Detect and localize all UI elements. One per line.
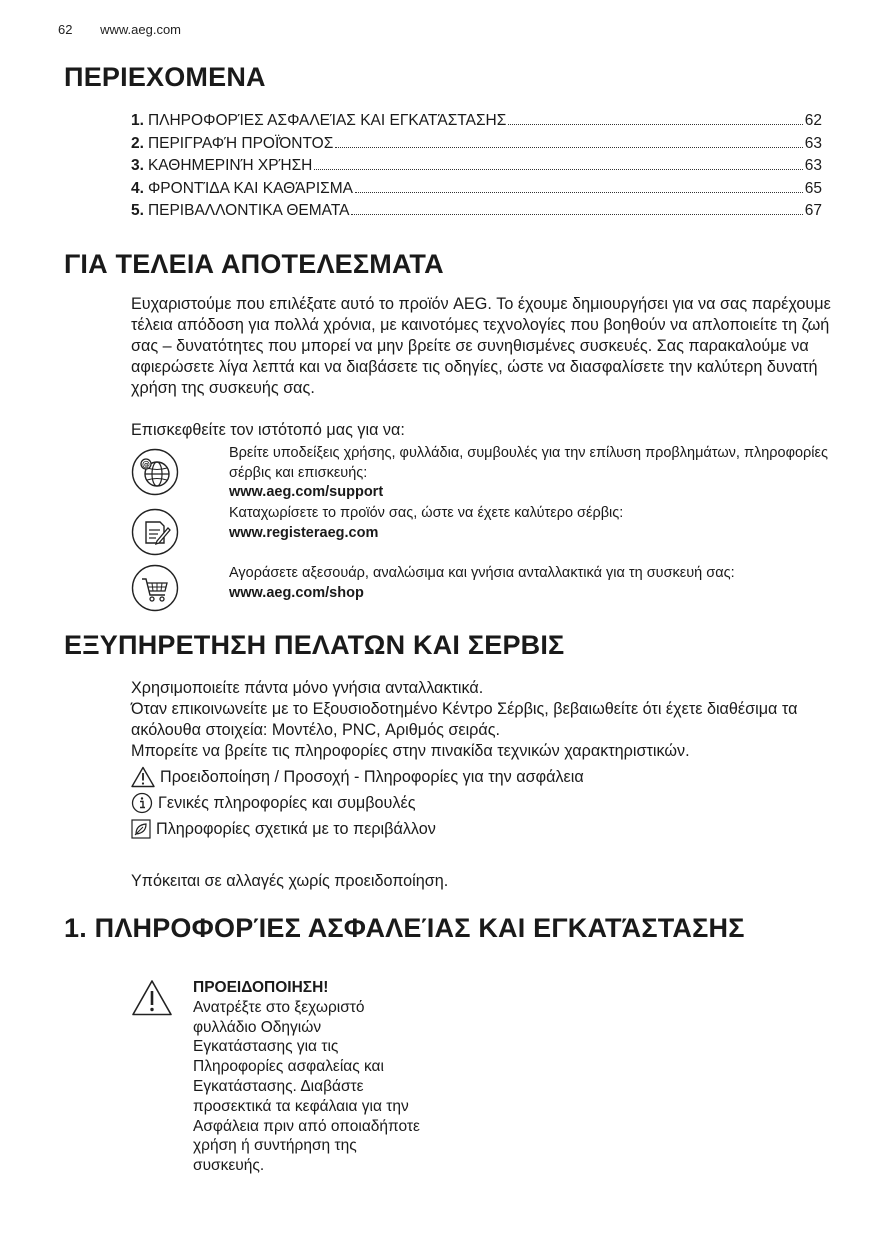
page-header <box>58 22 181 37</box>
info-icon <box>131 792 153 814</box>
warning-text-block <box>193 978 423 1176</box>
toc-item-label: ΦΡΟΝΤΊΔΑ ΚΑΙ ΚΑΘΆΡΙΣΜΑ <box>147 179 353 197</box>
legend-info <box>131 792 416 814</box>
toc-item-label: ΚΑΘΗΜΕΡΙΝΉ ΧΡΉΣΗ <box>147 157 313 174</box>
support-description: Βρείτε υποδείξεις χρήσης, φυλλάδια, συμβουλές για την επίλυση προβλημάτων, πληροφορίες σέρβις και επισκευής: <box>229 445 828 481</box>
toc-item-number: 5. <box>131 202 144 219</box>
legend-warning-text: Προειδοποίηση / Προσοχή - Πληροφορίες για την ασφάλεια <box>160 767 584 786</box>
legend-info-text: Γενικές πληροφορίες και συμβουλές <box>158 793 416 812</box>
toc-item-page: 63 <box>804 134 822 152</box>
warning-triangle-icon <box>131 979 173 1017</box>
toc-item-label: ΠΕΡΙΒΑΛΛΟΝΤΙΚΑ ΘΕΜΑΤΑ <box>147 202 350 219</box>
toc-dot-leader <box>355 192 803 193</box>
support-link-text <box>229 444 829 503</box>
toc-dot-leader <box>508 124 802 125</box>
toc-item-label: ΠΕΡΙΓΡΑΦΉ ΠΡΟΪΌΝΤΟΣ <box>147 134 334 152</box>
perfect-results-title: ΓΙΑ ΤΕΛΕΙΑ ΑΠΟΤΕΛΕΣΜΑΤΑ <box>64 249 444 279</box>
toc-item-page: 62 <box>804 112 822 129</box>
toc-item[interactable] <box>131 180 822 203</box>
legend-environment-text: Πληροφορίες σχετικά με το περιβάλλον <box>156 819 436 838</box>
table-of-contents <box>131 112 822 225</box>
register-description: Καταχωρίσετε το προϊόν σας, ώστε να έχετε καλύτερο σέρβις: <box>229 505 624 521</box>
register-link-text <box>229 504 829 543</box>
register-url[interactable]: www.registeraeg.com <box>229 524 379 541</box>
toc-item-number: 2. <box>131 134 144 152</box>
svg-text:@: @ <box>142 460 150 469</box>
toc-item-label: ΠΛΗΡΟΦΟΡΊΕΣ ΑΣΦΑΛΕΊΑΣ ΚΑΙ ΕΓΚΑΤΆΣΤΑΣΗΣ <box>147 112 507 129</box>
toc-item-page: 65 <box>804 179 822 197</box>
toc-item[interactable] <box>131 135 822 158</box>
toc-item-page: 67 <box>804 202 822 219</box>
toc-item-number: 4. <box>131 179 144 197</box>
change-notice: Υπόκειται σε αλλαγές χωρίς προειδοποίηση. <box>131 872 449 890</box>
legend-environment <box>131 819 436 839</box>
toc-item-number: 3. <box>131 157 144 174</box>
shopping-cart-icon <box>131 564 179 612</box>
page-number: 62 <box>58 22 73 37</box>
toc-item[interactable] <box>131 112 822 135</box>
legend-warning <box>131 766 584 788</box>
site-url[interactable]: www.aeg.com <box>100 22 182 37</box>
shop-link-text <box>229 564 829 603</box>
service-line: Μπορείτε να βρείτε τις πληροφορίες στην πινακίδα τεχνικών χαρακτηριστικών. <box>131 742 690 760</box>
warning-title: ΠΡΟΕΙΔΟΠΟΙΗΣΗ! <box>193 979 329 996</box>
shop-url[interactable]: www.aeg.com/shop <box>229 584 364 601</box>
toc-item-number: 1. <box>131 112 144 129</box>
toc-dot-leader <box>314 169 802 170</box>
toc-item[interactable] <box>131 157 822 180</box>
service-line: Χρησιμοποιείτε πάντα μόνο γνήσια ανταλλακτικά. <box>131 679 484 697</box>
support-url[interactable]: www.aeg.com/support <box>229 484 384 500</box>
toc-item-page: 63 <box>804 157 822 174</box>
toc-dot-leader <box>335 147 802 148</box>
globe-support-icon <box>131 448 179 496</box>
warning-body: Ανατρέξτε στο ξεχωριστό φυλλάδιο Οδηγιών Εγκατάστασης για τις Πληροφορίες ασφαλείας και Εγκατάστασης. Διαβάστε προσεκτικά τα κεφάλαια για την Ασφάλεια πριν από οποιαδήποτε χρήση ή συντήρηση της συσκευής. <box>193 998 420 1175</box>
visit-website-line: Επισκεφθείτε τον ιστότοπό μας για να: <box>131 421 405 439</box>
customer-service-title: ΕΞΥΠΗΡΕΤΗΣΗ ΠΕΛΑΤΩΝ ΚΑΙ ΣΕΡΒΙΣ <box>64 630 565 660</box>
shop-description: Αγοράσετε αξεσουάρ, αναλώσιμα και γνήσια ανταλλακτικά για τη συσκευή σας: <box>229 565 735 581</box>
safety-section-title: 1. ΠΛΗΡΟΦΟΡΊΕΣ ΑΣΦΑΛΕΊΑΣ ΚΑΙ ΕΓΚΑΤΆΣΤΑΣΗΣ <box>64 913 745 943</box>
register-icon <box>131 508 179 556</box>
environment-leaf-icon <box>131 819 151 839</box>
warning-triangle-icon <box>131 766 155 788</box>
intro-paragraph: Ευχαριστούμε που επιλέξατε αυτό το προϊόν AEG. Το έχουμε δημιουργήσει για να σας παρέχουμε τέλεια απόδοση για πολλά χρόνια, με καινοτόμες τεχνολογίες που βοηθούν να απλοποιείτε τη ζωή σας – δυνατότητες που μπορεί να μην βρείτε σε συνηθισμένες συσκευές. Σας παρακαλούμε να αφιερώσετε λίγα λεπτά και να διαβάσετε τις οδηγίες, ώστε να διασφαλίσετε την καλύτερη δυνατή χρήση της συσκευής σας. <box>131 295 831 397</box>
service-line: Όταν επικοινωνείτε με το Εξουσιοδοτημένο Κέντρο Σέρβις, βεβαιωθείτε ότι έχετε διαθέσιμα τα ακόλουθα στοιχεία: Μοντέλο, PNC, Αριθμός σειράς. <box>131 700 798 739</box>
contents-title: ΠΕΡΙΕΧΟΜΕΝΑ <box>64 62 266 92</box>
toc-dot-leader <box>351 214 802 215</box>
toc-item[interactable] <box>131 202 822 225</box>
